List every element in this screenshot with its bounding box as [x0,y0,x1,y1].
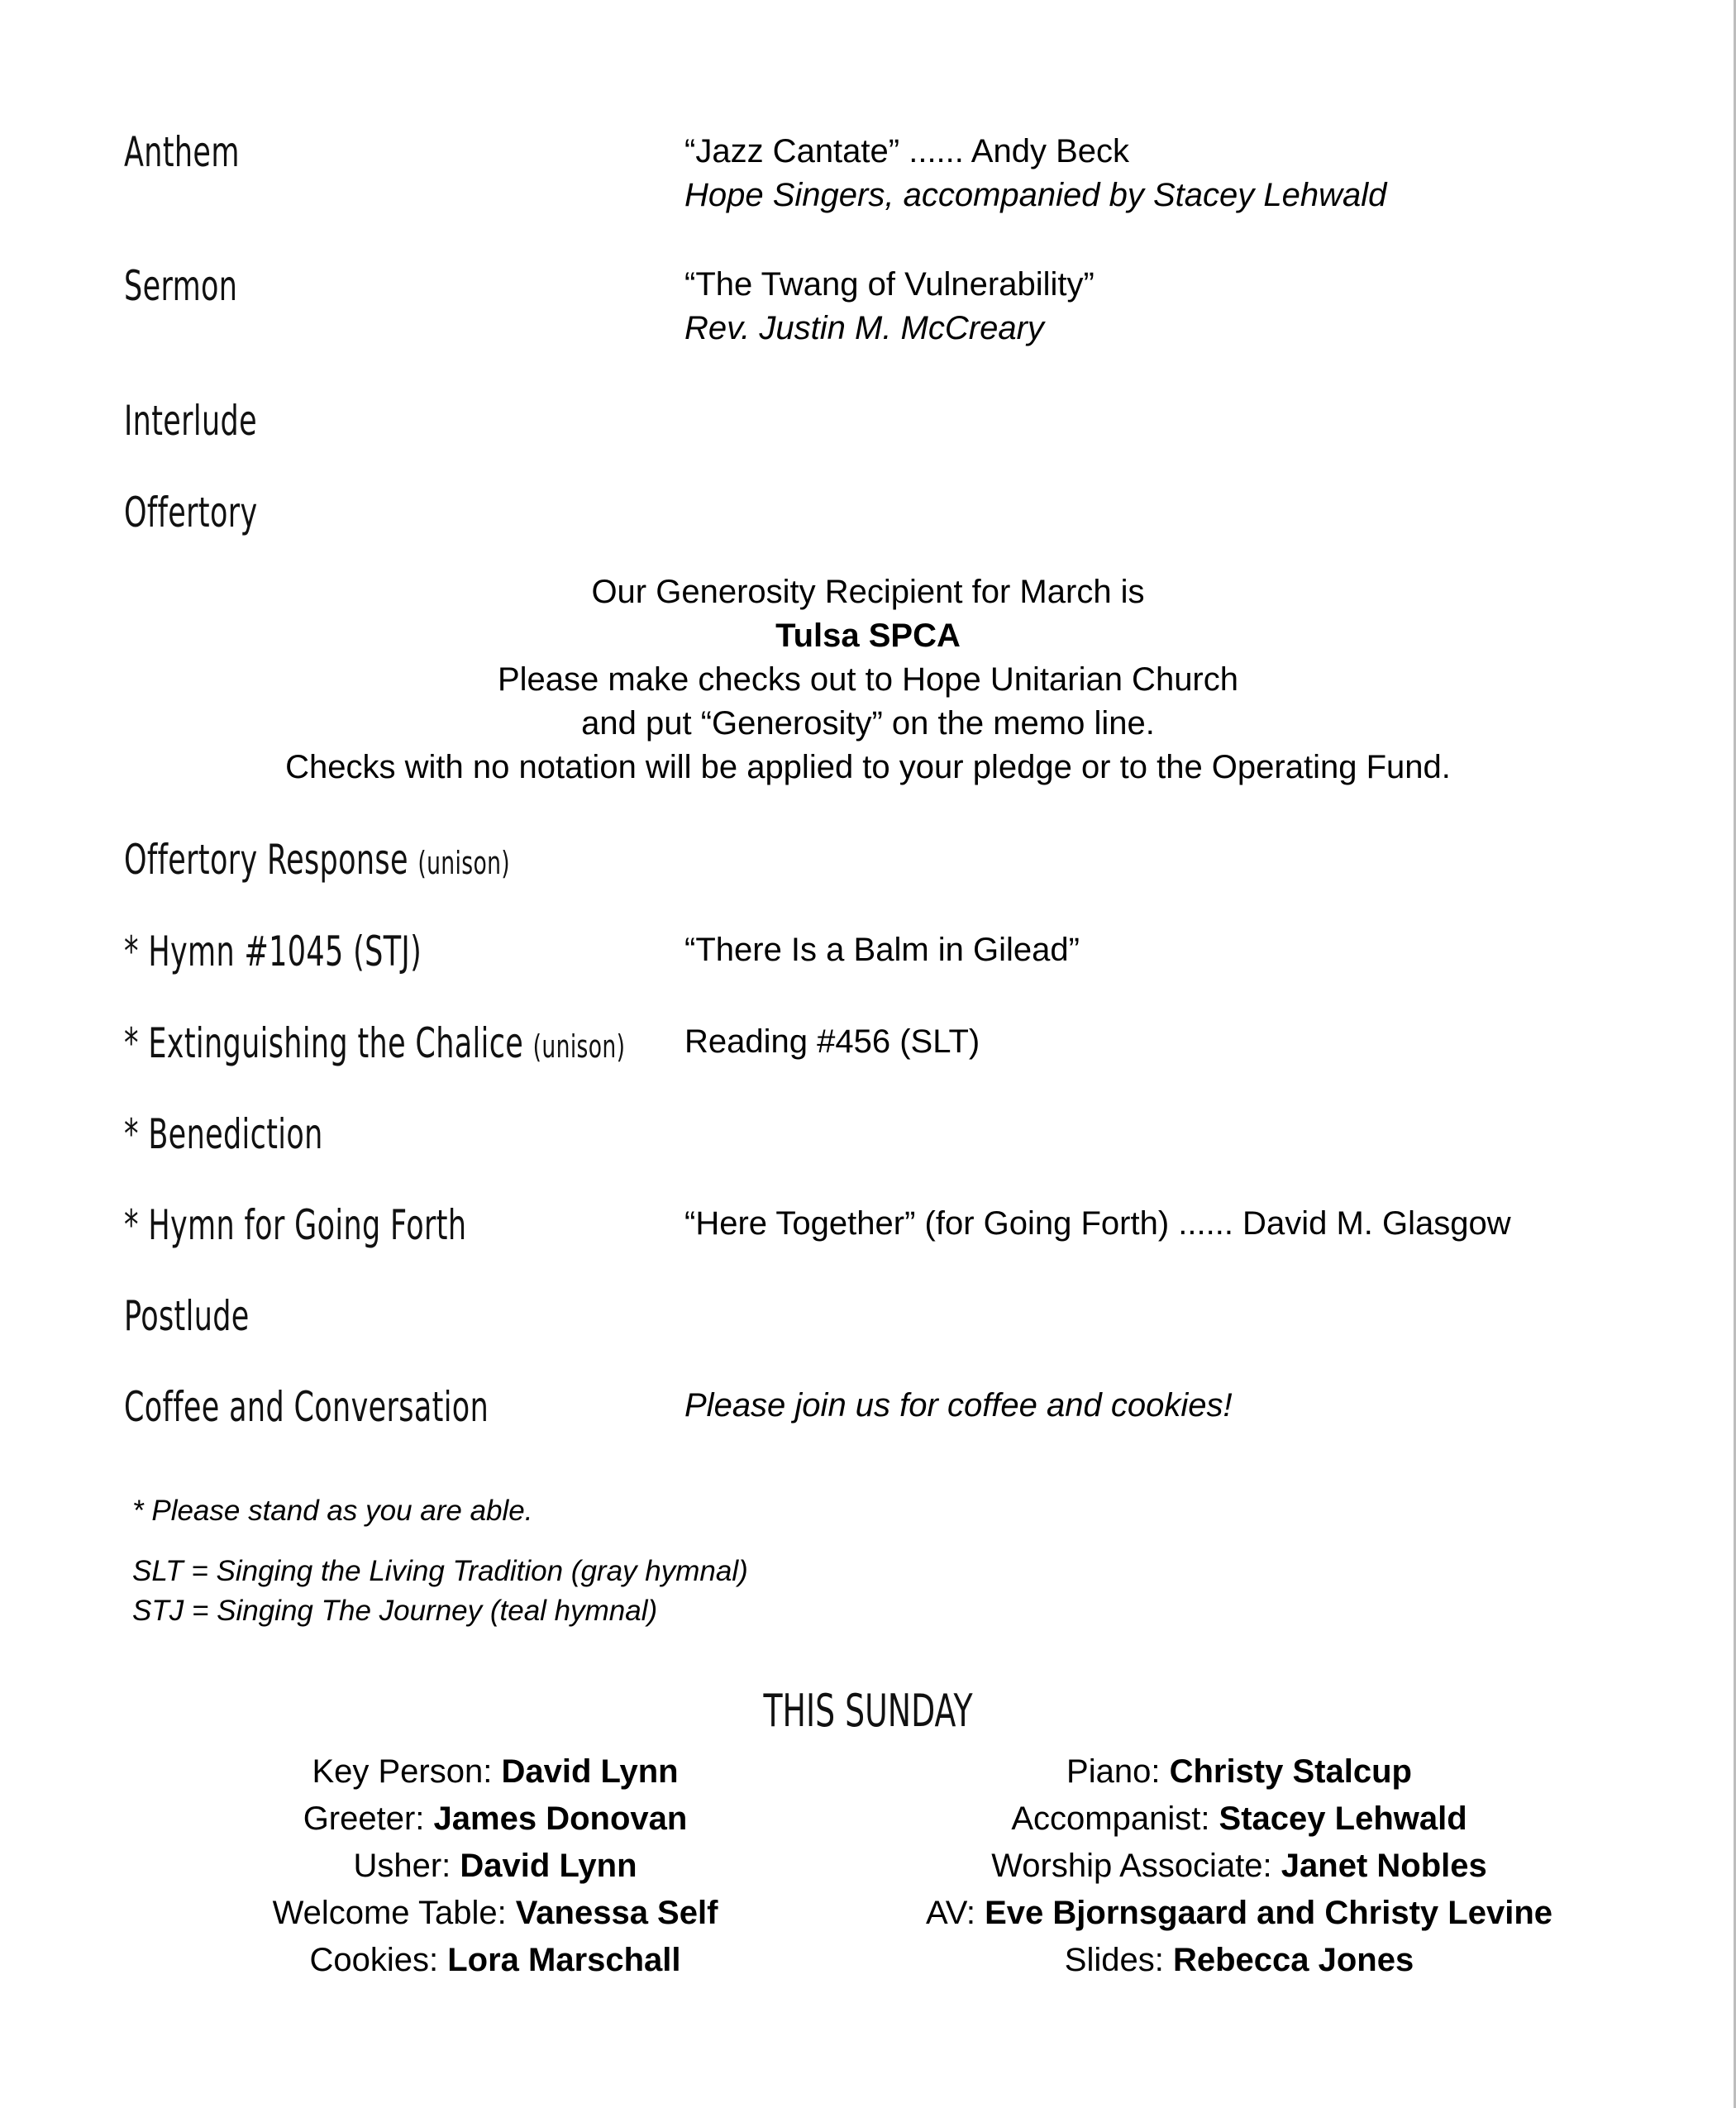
volunteer-name: David Lynn [501,1753,679,1790]
order-label-offertory-response [124,835,510,888]
volunteer-row [867,1843,1611,1890]
volunteer-name: Christy Stalcup [1169,1753,1412,1790]
volunteer-name: Janet Nobles [1281,1848,1487,1884]
generosity-line-3: Please make checks out to Hope Unitarian Church [497,661,1238,698]
order-label-anthem: Anthem [124,128,240,176]
volunteer-role: Usher: [353,1848,460,1884]
volunteer-row [867,1796,1611,1843]
generosity-line-1: Our Generosity Recipient for March is [591,574,1145,610]
anthem-title: “Jazz Cantate” ...... Andy Beck [684,133,1130,169]
volunteer-name: Eve Bjornsgaard and Christy Levine [985,1895,1552,1931]
sermon-title: “The Twang of Vulnerability” [684,266,1095,303]
note-stj: STJ = Singing The Journey (teal hymnal) [132,1595,658,1627]
order-label-hymn-going-forth: * Hymn for Going Forth [124,1201,467,1249]
order-label-extinguishing-chalice [124,1018,625,1071]
volunteer-row [123,1890,867,1937]
coffee-invitation: Please join us for coffee and cookies! [684,1387,1233,1424]
volunteer-role: Worship Associate: [991,1848,1281,1884]
note-stand: * Please stand as you are able. [132,1495,533,1527]
generosity-line-5: Checks with no notation will be applied to your pledge or to the Operating Fund. [285,749,1451,785]
volunteer-role: Cookies: [309,1942,448,1978]
anthem-performers: Hope Singers, accompanied by Stacey Lehwald [684,177,1387,213]
this-sunday-heading: THIS SUNDAY [763,1685,973,1737]
volunteer-name: Lora Marschall [447,1942,681,1978]
offertory-response-note: (unison) [417,845,511,881]
volunteer-role: Key Person: [312,1753,502,1790]
volunteer-role: Slides: [1064,1942,1173,1978]
volunteers-right-column [867,1748,1611,1984]
volunteer-name: James Donovan [433,1800,688,1837]
note-slt: SLT = Singing the Living Tradition (gray hymnal) [132,1555,748,1587]
order-label-hymn-1045: * Hymn #1045 (STJ) [124,928,422,975]
extinguishing-chalice-note: (unison) [532,1028,626,1065]
volunteer-row [867,1748,1611,1796]
volunteer-row [123,1796,867,1843]
sermon-speaker: Rev. Justin M. McCreary [684,310,1044,346]
order-label-sermon: Sermon [124,262,238,310]
extinguishing-chalice-text: * Extinguishing the Chalice [124,1019,524,1067]
volunteer-role: AV: [925,1895,985,1931]
volunteer-name: Rebecca Jones [1172,1942,1414,1978]
order-label-coffee: Coffee and Conversation [124,1383,489,1431]
hymn-going-forth-title: “Here Together” (for Going Forth) ...... David M. Glasgow [684,1205,1511,1242]
generosity-line-4: and put “Generosity” on the memo line. [581,705,1155,742]
volunteers-left-column [123,1748,867,1984]
order-label-offertory: Offertory [124,489,258,537]
hymn-1045-title: “There Is a Balm in Gilead” [684,932,1080,968]
volunteer-row [867,1890,1611,1937]
volunteer-name: Vanessa Self [515,1895,718,1931]
volunteer-role: Greeter: [303,1800,434,1837]
order-label-interlude: Interlude [124,397,257,445]
generosity-notice [0,570,1736,789]
volunteer-row [123,1937,867,1984]
order-label-postlude: Postlude [124,1292,250,1340]
volunteer-row [867,1937,1611,1984]
offertory-response-text: Offertory Response [124,836,408,884]
volunteer-role: Welcome Table: [272,1895,516,1931]
generosity-recipient: Tulsa SPCA [775,618,961,654]
volunteer-row [123,1748,867,1796]
order-label-benediction: * Benediction [124,1110,323,1158]
chalice-reading: Reading #456 (SLT) [684,1023,980,1060]
volunteer-role: Piano: [1066,1753,1170,1790]
volunteer-name: Stacey Lehwald [1219,1800,1467,1837]
volunteer-row [123,1843,867,1890]
volunteer-name: David Lynn [460,1848,637,1884]
volunteer-role: Accompanist: [1011,1800,1219,1837]
